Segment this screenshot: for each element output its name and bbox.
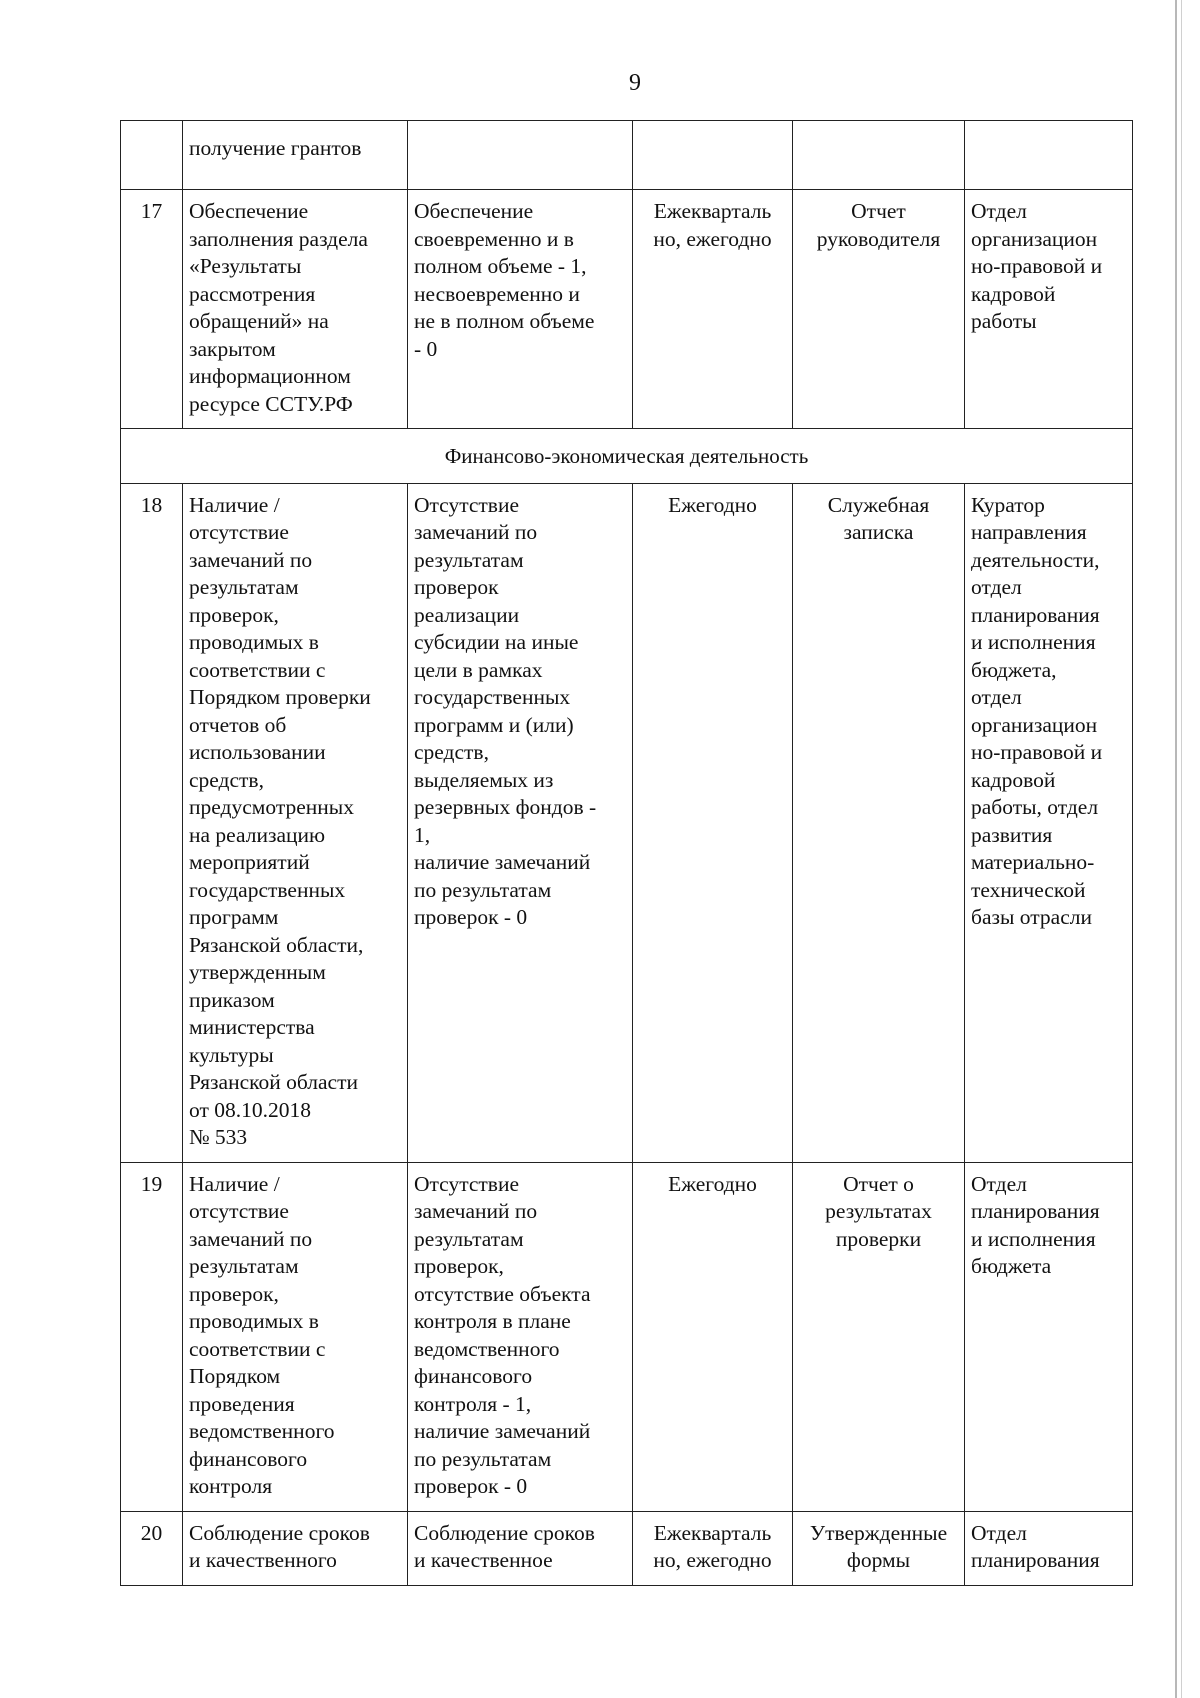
- cell-form: Утвержденные формы: [793, 1511, 965, 1585]
- page-number: 9: [629, 70, 641, 96]
- section-title: Финансово-экономическая деятельность: [121, 429, 1133, 484]
- table-row-18: [121, 483, 1133, 1162]
- cell-responsible: Отдел планирования и исполнения бюджета: [965, 1162, 1133, 1511]
- cell-form: [793, 121, 965, 190]
- indicators-table: [120, 120, 1133, 1586]
- cell-criteria: Обеспечение своевременно и в полном объеме - 1, несвоевременно и не в полном объеме - 0: [408, 190, 633, 429]
- cell-criteria: Отсутствие замечаний по результатам проверок реализации субсидии на иные цели в рамках государственных программ и (или) средств, выделяемых из резервных фондов - 1, наличие замечаний по результатам проверок - 0: [408, 483, 633, 1162]
- table-row-19: [121, 1162, 1133, 1511]
- cell-form: Отчет о результатах проверки: [793, 1162, 965, 1511]
- cell-num: 18: [121, 483, 183, 1162]
- cell-criteria: [408, 121, 633, 190]
- cell-periodicity: Ежекварталь но, ежегодно: [633, 190, 793, 429]
- cell-responsible: [965, 121, 1133, 190]
- cell-indicator: Наличие / отсутствие замечаний по результатам проверок, проводимых в соответствии с Порядком проверки отчетов об использовании средств, предусмотренных на реализацию мероприятий государственных программ Рязанской области, утвержденным приказом министерства культуры Рязанской области от 08.10.2018 № 533: [183, 483, 408, 1162]
- cell-num: [121, 121, 183, 190]
- cell-criteria: Отсутствие замечаний по результатам проверок, отсутствие объекта контроля в плане ведомственного финансового контроля - 1, наличие замечаний по результатам проверок - 0: [408, 1162, 633, 1511]
- cell-responsible: Отдел организацион но-правовой и кадровой работы: [965, 190, 1133, 429]
- table-row-20: [121, 1511, 1133, 1585]
- cell-indicator: получение грантов: [183, 121, 408, 190]
- cell-indicator: Наличие / отсутствие замечаний по результатам проверок, проводимых в соответствии с Порядком проведения ведомственного финансового контроля: [183, 1162, 408, 1511]
- cell-form: Служебная записка: [793, 483, 965, 1162]
- cell-periodicity: Ежегодно: [633, 483, 793, 1162]
- cell-periodicity: Ежегодно: [633, 1162, 793, 1511]
- cell-criteria: Соблюдение сроков и качественное: [408, 1511, 633, 1585]
- page-edge-line: [1175, 0, 1177, 1698]
- section-row: [121, 429, 1133, 484]
- cell-indicator: Соблюдение сроков и качественного: [183, 1511, 408, 1585]
- table-row-17: [121, 190, 1133, 429]
- page-edge-line-inner: [1181, 0, 1182, 1698]
- cell-num: 20: [121, 1511, 183, 1585]
- cell-num: 17: [121, 190, 183, 429]
- cell-form: Отчет руководителя: [793, 190, 965, 429]
- cell-responsible: Отдел планирования: [965, 1511, 1133, 1585]
- cell-responsible: Куратор направления деятельности, отдел планирования и исполнения бюджета, отдел организацион но-правовой и кадровой работы, отдел развития материально- технической базы отрасли: [965, 483, 1133, 1162]
- cell-indicator: Обеспечение заполнения раздела «Результаты рассмотрения обращений» на закрытом информационном ресурсе ССТУ.РФ: [183, 190, 408, 429]
- cell-periodicity: [633, 121, 793, 190]
- cell-num: 19: [121, 1162, 183, 1511]
- cell-periodicity: Ежекварталь но, ежегодно: [633, 1511, 793, 1585]
- table-row-continued: [121, 121, 1133, 190]
